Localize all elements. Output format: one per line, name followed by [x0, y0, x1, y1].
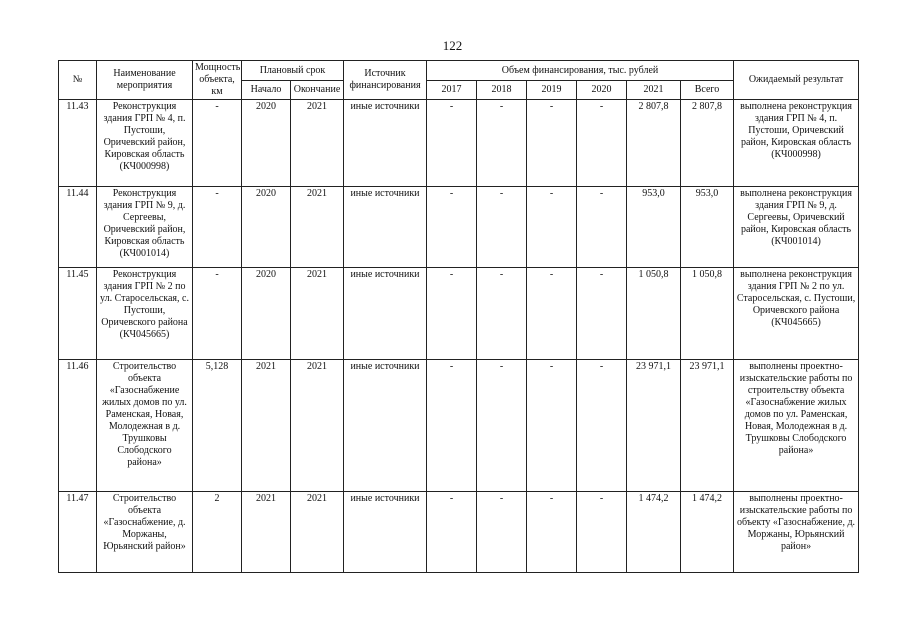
row-2017: - — [427, 187, 477, 268]
row-end: 2021 — [291, 187, 344, 268]
row-2019: - — [527, 360, 577, 492]
header-funding-group: Объем финансирования, тыс. рублей — [427, 61, 734, 81]
row-2019: - — [527, 100, 577, 187]
row-2021: 23 971,1 — [627, 360, 681, 492]
row-total: 953,0 — [681, 187, 734, 268]
row-result: выполнены проектно-изыскательские работы по объекту «Газоснабжение, д. Моржаны, Юрьянский район» — [734, 492, 859, 573]
header-term-group: Плановый срок — [242, 61, 344, 81]
row-total: 2 807,8 — [681, 100, 734, 187]
table-row — [59, 268, 859, 360]
row-2021: 1 474,2 — [627, 492, 681, 573]
header-year-2017: 2017 — [427, 81, 477, 100]
row-capacity: - — [193, 100, 242, 187]
row-source: иные источники — [344, 100, 427, 187]
financing-table — [58, 60, 859, 573]
row-name: Реконструкция здания ГРП № 2 по ул. Старосельская, с. Пустоши, Оричевского района (КЧ045665) — [97, 268, 193, 360]
row-num: 11.43 — [59, 100, 97, 187]
header-year-2020: 2020 — [577, 81, 627, 100]
row-2020: - — [577, 360, 627, 492]
row-2020: - — [577, 187, 627, 268]
row-num: 11.47 — [59, 492, 97, 573]
row-name: Реконструкция здания ГРП № 4, п. Пустоши, Оричевский район, Кировская область (КЧ000998) — [97, 100, 193, 187]
row-end: 2021 — [291, 100, 344, 187]
row-2018: - — [477, 100, 527, 187]
row-start: 2020 — [242, 100, 291, 187]
row-result: выполнена реконструкция здания ГРП № 2 по ул. Старосельская, с. Пустоши, Оричевского района (КЧ045665) — [734, 268, 859, 360]
row-2019: - — [527, 187, 577, 268]
row-2021: 2 807,8 — [627, 100, 681, 187]
row-num: 11.46 — [59, 360, 97, 492]
row-2020: - — [577, 100, 627, 187]
row-name: Строительство объекта «Газоснабжение жилых домов по ул. Раменская, Новая, Молодежная в д. Трушковы Слободского района» — [97, 360, 193, 492]
header-capacity: Мощность объекта, км — [193, 61, 242, 100]
row-2021: 953,0 — [627, 187, 681, 268]
row-capacity: - — [193, 268, 242, 360]
row-2018: - — [477, 492, 527, 573]
row-num: 11.44 — [59, 187, 97, 268]
row-capacity: 2 — [193, 492, 242, 573]
row-2021: 1 050,8 — [627, 268, 681, 360]
header-name: Наименование мероприятия — [97, 61, 193, 100]
row-end: 2021 — [291, 360, 344, 492]
row-source: иные источники — [344, 360, 427, 492]
header-source: Источник финансирования — [344, 61, 427, 100]
row-capacity: 5,128 — [193, 360, 242, 492]
row-2019: - — [527, 268, 577, 360]
header-result: Ожидаемый результат — [734, 61, 859, 100]
table-row — [59, 187, 859, 268]
row-source: иные источники — [344, 187, 427, 268]
row-result: выполнена реконструкция здания ГРП № 9, д. Сергеевы, Оричевский район, Кировская область (КЧ001014) — [734, 187, 859, 268]
row-start: 2021 — [242, 492, 291, 573]
row-num: 11.45 — [59, 268, 97, 360]
page-number: 122 — [442, 38, 463, 53]
row-start: 2021 — [242, 360, 291, 492]
row-2018: - — [477, 268, 527, 360]
row-result: выполнена реконструкция здания ГРП № 4, п. Пустоши, Оричевский район, Кировская область (КЧ000998) — [734, 100, 859, 187]
row-start: 2020 — [242, 187, 291, 268]
header-year-2019: 2019 — [527, 81, 577, 100]
row-end: 2021 — [291, 268, 344, 360]
row-2017: - — [427, 360, 477, 492]
row-name: Реконструкция здания ГРП № 9, д. Сергеевы, Оричевский район, Кировская область (КЧ001014) — [97, 187, 193, 268]
row-total: 1 474,2 — [681, 492, 734, 573]
header-start: Начало — [242, 81, 291, 100]
row-2017: - — [427, 100, 477, 187]
header-total: Всего — [681, 81, 734, 100]
row-start: 2020 — [242, 268, 291, 360]
header-year-2021: 2021 — [627, 81, 681, 100]
row-2017: - — [427, 268, 477, 360]
row-name: Строительство объекта «Газоснабжение, д. Моржаны, Юрьянский район» — [97, 492, 193, 573]
row-2020: - — [577, 268, 627, 360]
row-total: 23 971,1 — [681, 360, 734, 492]
row-end: 2021 — [291, 492, 344, 573]
header-year-2018: 2018 — [477, 81, 527, 100]
header-end: Окончание — [291, 81, 344, 100]
row-2018: - — [477, 187, 527, 268]
table-row — [59, 360, 859, 492]
row-2020: - — [577, 492, 627, 573]
row-total: 1 050,8 — [681, 268, 734, 360]
table-row — [59, 492, 859, 573]
row-2017: - — [427, 492, 477, 573]
row-source: иные источники — [344, 492, 427, 573]
table-row — [59, 100, 859, 187]
row-2019: - — [527, 492, 577, 573]
row-result: выполнены проектно-изыскательские работы по строительству объекта «Газоснабжение жилых домов по ул. Раменская, Новая, Молодежная в д. Трушковы Слободского района» — [734, 360, 859, 492]
row-capacity: - — [193, 187, 242, 268]
header-num: № — [59, 61, 97, 100]
row-source: иные источники — [344, 268, 427, 360]
row-2018: - — [477, 360, 527, 492]
